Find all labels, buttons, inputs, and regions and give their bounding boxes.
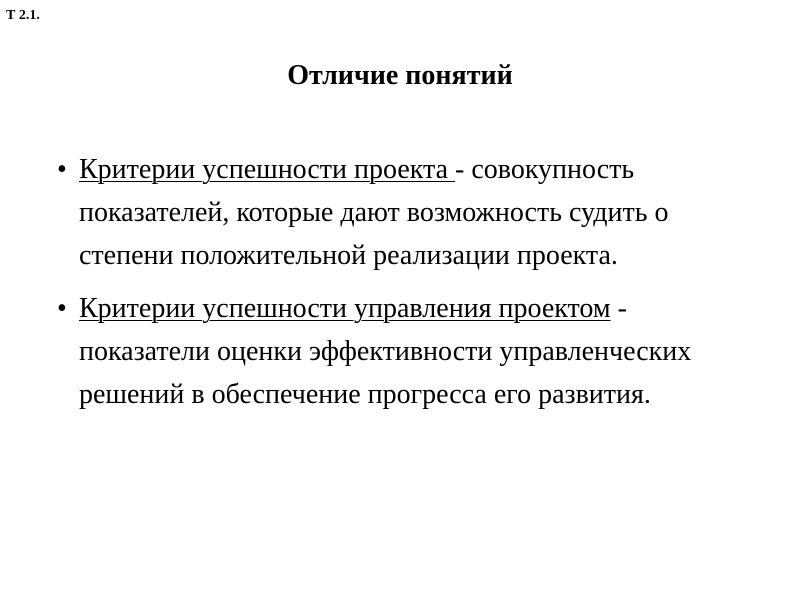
- slide-number-label: Т 2.1.: [6, 8, 40, 23]
- bullet-dot-icon: •: [57, 293, 67, 324]
- bullet-item: [57, 148, 757, 277]
- bullet-item: [57, 287, 757, 416]
- bullet-term: Критерии успешности управления проектом: [79, 293, 611, 324]
- bullet-dot-icon: •: [57, 154, 67, 185]
- bullet-list: [57, 148, 757, 426]
- slide-title: Отличие понятий: [287, 60, 513, 91]
- bullet-separator: -: [610, 293, 627, 324]
- bullet-term: Критерии успешности проекта: [79, 154, 456, 185]
- bullet-definition: совокупность показателей, которые дают возможность судить о степени положительной реализации проекта.: [79, 154, 669, 271]
- bullet-separator: -: [455, 154, 465, 185]
- bullet-definition: показатели оценки эффективности управленческих решений в обеспечение прогресса его развития.: [79, 336, 692, 410]
